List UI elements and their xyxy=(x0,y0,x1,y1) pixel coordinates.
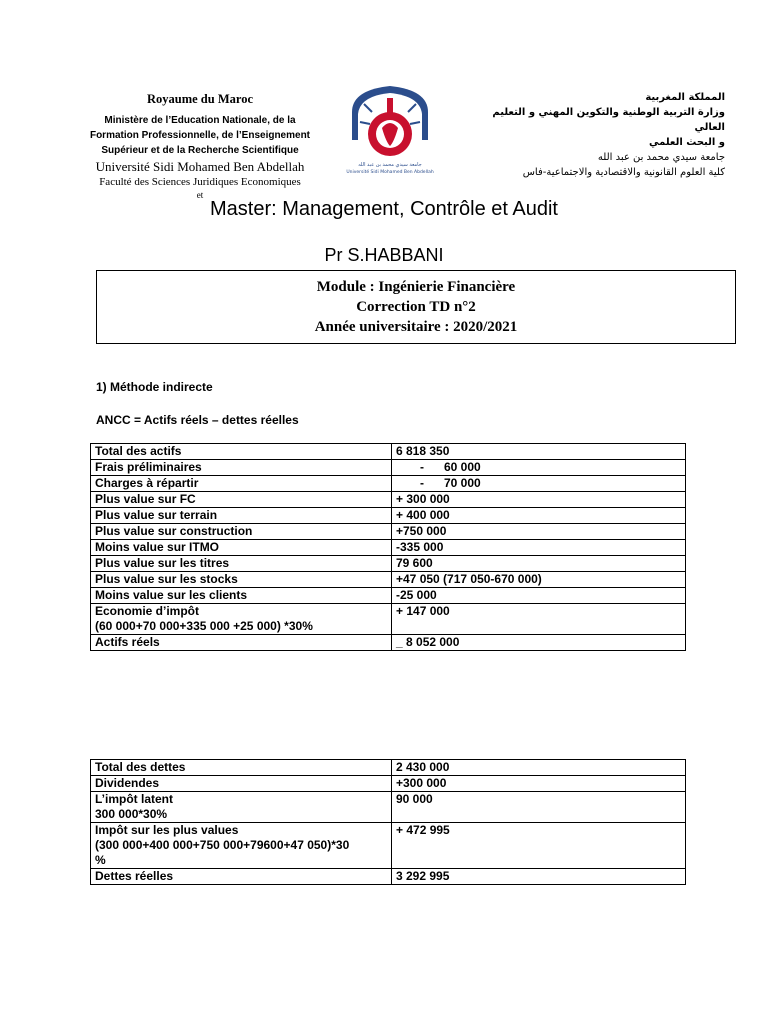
row-label-line-1: Economie d’impôt xyxy=(95,604,200,618)
row-label-line-3: % xyxy=(95,853,106,867)
row-value: _ 8 052 000 xyxy=(392,635,686,651)
row-label-line-2: 300 000*30% xyxy=(95,807,168,821)
university-name: Université Sidi Mohamed Ben Abdellah xyxy=(95,159,305,174)
header-right xyxy=(470,90,725,180)
table-row xyxy=(91,869,686,885)
row-value: 6 818 350 xyxy=(392,444,686,460)
ministry-line-1: Ministère de l’Education Nationale, de la xyxy=(104,115,296,126)
row-value: -335 000 xyxy=(392,540,686,556)
row-value: + 300 000 xyxy=(392,492,686,508)
arabic-faculty: كلية العلوم القانونية والاقتصادية والاجتماعية-فاس xyxy=(522,167,725,178)
row-value: - 70 000 xyxy=(392,476,686,492)
row-label xyxy=(91,792,392,823)
logo-caption-latin: Université Sidi Mohamed Ben Abdellah xyxy=(346,170,434,175)
university-logo-icon xyxy=(342,82,438,178)
debts-table xyxy=(90,759,686,885)
correction-title: Correction TD n°2 xyxy=(356,299,476,315)
table-row xyxy=(91,635,686,651)
table-row xyxy=(91,444,686,460)
row-label-line-1: Impôt sur les plus values xyxy=(95,823,239,837)
table-row xyxy=(91,556,686,572)
module-title: Module : Ingénierie Financière xyxy=(316,279,516,295)
table-row xyxy=(91,760,686,776)
row-label xyxy=(91,823,392,869)
table-row xyxy=(91,588,686,604)
module-box xyxy=(96,270,736,344)
row-label xyxy=(91,604,392,635)
row-label: Plus value sur FC xyxy=(91,492,392,508)
row-label: Moins value sur les clients xyxy=(91,588,392,604)
faculty-line-2: et xyxy=(196,190,204,200)
formula-text: ANCC = Actifs réels – dettes réelles xyxy=(96,413,299,427)
row-value: 79 600 xyxy=(392,556,686,572)
row-label: Plus value sur construction xyxy=(91,524,392,540)
master-title: Master: Management, Contrôle et Audit xyxy=(210,198,558,220)
section-title: 1) Méthode indirecte xyxy=(96,380,213,394)
row-value: 90 000 xyxy=(392,792,686,823)
row-value: + 400 000 xyxy=(392,508,686,524)
table-row xyxy=(91,604,686,635)
table-row xyxy=(91,776,686,792)
row-value: + 472 995 xyxy=(392,823,686,869)
row-value: -25 000 xyxy=(392,588,686,604)
table-row xyxy=(91,460,686,476)
row-value: +47 050 (717 050-670 000) xyxy=(392,572,686,588)
row-label: Total des actifs xyxy=(91,444,392,460)
academic-year: Année universitaire : 2020/2021 xyxy=(314,319,518,335)
table-row xyxy=(91,823,686,869)
row-value: +750 000 xyxy=(392,524,686,540)
faculty-line-1: Faculté des Sciences Juridiques Economiques xyxy=(99,176,301,188)
logo-caption-arabic: جامعة سيدي محمد بن عبد الله xyxy=(358,162,422,168)
row-value: - 60 000 xyxy=(392,460,686,476)
row-label: Frais préliminaires xyxy=(91,460,392,476)
row-label: Plus value sur les stocks xyxy=(91,572,392,588)
row-label: Charges à répartir xyxy=(91,476,392,492)
table-row xyxy=(91,476,686,492)
row-label: Actifs réels xyxy=(91,635,392,651)
row-label: Plus value sur terrain xyxy=(91,508,392,524)
professor-name: Pr S.HABBANI xyxy=(324,245,444,265)
row-value: 3 292 995 xyxy=(392,869,686,885)
arabic-ministry-2: و البحث العلمي xyxy=(649,137,725,148)
row-label: Dettes réelles xyxy=(91,869,392,885)
ministry-line-3: Supérieur et de la Recherche Scientifique xyxy=(101,145,299,156)
assets-table xyxy=(90,443,686,651)
row-label-line-2: (60 000+70 000+335 000 +25 000) *30% xyxy=(95,619,313,633)
table-row xyxy=(91,524,686,540)
row-value: 2 430 000 xyxy=(392,760,686,776)
country-name: Royaume du Maroc xyxy=(146,92,253,106)
row-label: Total des dettes xyxy=(91,760,392,776)
header-left xyxy=(70,92,330,201)
row-label: Plus value sur les titres xyxy=(91,556,392,572)
arabic-country: المملكة المغربية xyxy=(645,92,725,103)
row-label: Moins value sur ITMO xyxy=(91,540,392,556)
university-logo xyxy=(342,82,438,178)
table-row xyxy=(91,540,686,556)
table-row xyxy=(91,572,686,588)
row-label-line-1: L’impôt latent xyxy=(95,792,173,806)
arabic-university: جامعة سيدي محمد بن عبد الله xyxy=(597,152,725,163)
row-value: +300 000 xyxy=(392,776,686,792)
table-row xyxy=(91,492,686,508)
table-row xyxy=(91,508,686,524)
ministry-line-2: Formation Professionnelle, de l’Enseignement xyxy=(89,130,311,141)
row-value: + 147 000 xyxy=(392,604,686,635)
table-row xyxy=(91,792,686,823)
arabic-ministry-1: وزارة التربية الوطنية والتكوين المهني و التعليم العالي xyxy=(492,107,725,133)
row-label-line-2: (300 000+400 000+750 000+79600+47 050)*30 xyxy=(95,838,350,852)
row-label: Dividendes xyxy=(91,776,392,792)
